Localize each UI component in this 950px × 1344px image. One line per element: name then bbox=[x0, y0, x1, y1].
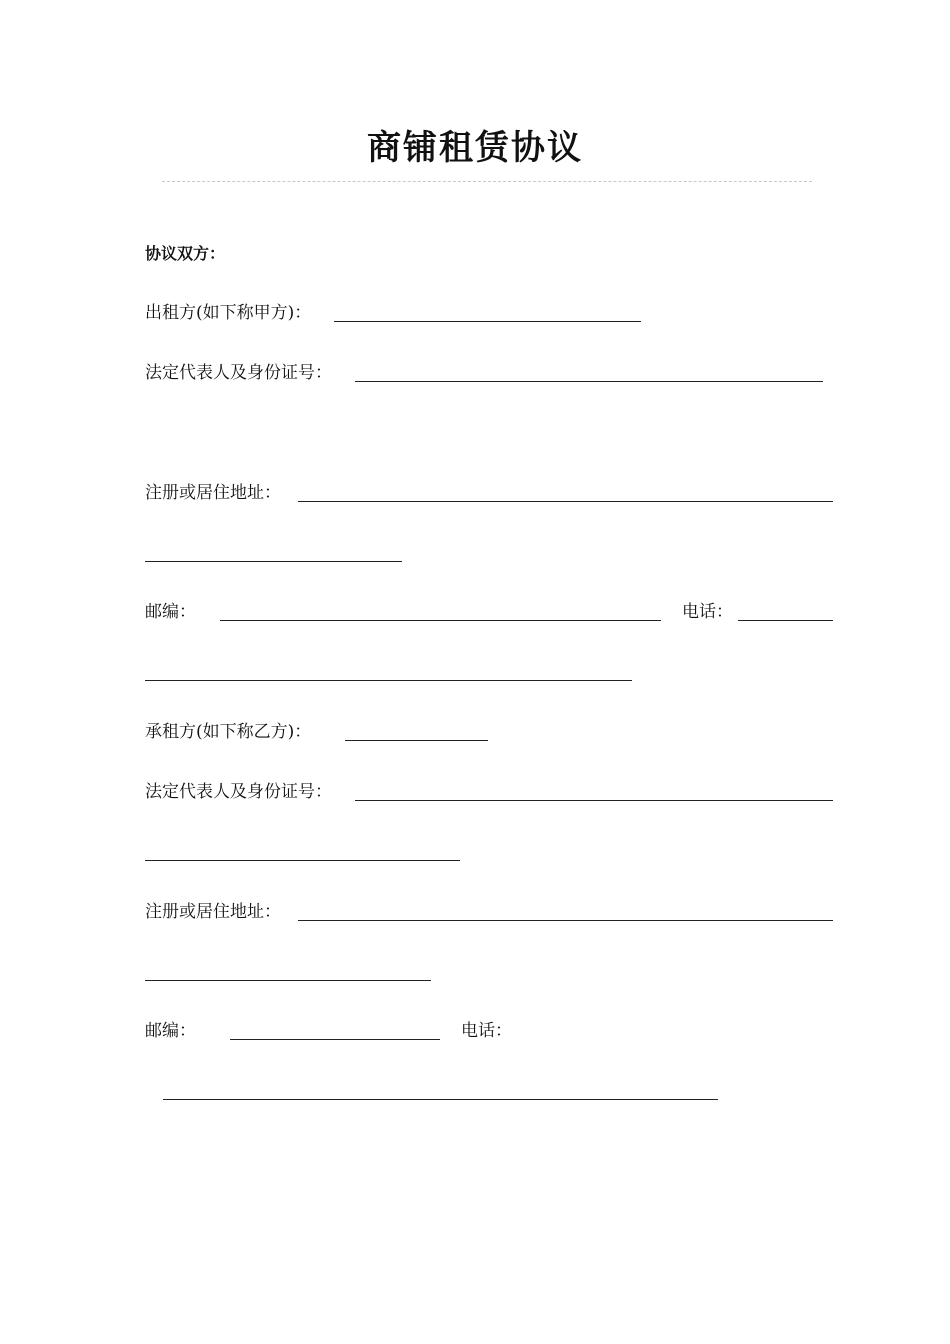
lessor-postcode-blank[interactable] bbox=[220, 620, 661, 621]
lessor-name-label: 出租方(如下称甲方)： bbox=[145, 303, 312, 323]
title-divider bbox=[162, 181, 812, 182]
lessor-address-label: 注册或居住地址： bbox=[145, 483, 281, 503]
lessee-rep-blank[interactable] bbox=[355, 800, 833, 801]
lessor-phone-blank[interactable] bbox=[738, 620, 833, 621]
lessor-phone-label: 电话： bbox=[682, 602, 733, 622]
lessee-phone-blank[interactable] bbox=[163, 1099, 718, 1100]
lessee-name-label: 承租方(如下称乙方)： bbox=[145, 722, 312, 742]
lessor-rep-blank[interactable] bbox=[355, 381, 823, 382]
lessee-address-blank[interactable] bbox=[298, 920, 833, 921]
lessor-address-blank[interactable] bbox=[298, 501, 833, 502]
lessor-phone-blank-continued[interactable] bbox=[145, 680, 632, 681]
document-title: 商铺租赁协议 bbox=[367, 128, 583, 168]
parties-heading: 协议双方： bbox=[145, 244, 226, 263]
lessor-postcode-label: 邮编： bbox=[145, 602, 196, 622]
lessee-rep-blank-continued[interactable] bbox=[145, 860, 460, 861]
lessee-phone-label: 电话： bbox=[461, 1021, 512, 1041]
lessee-rep-label: 法定代表人及身份证号： bbox=[145, 782, 332, 802]
lessee-name-blank[interactable] bbox=[345, 740, 488, 741]
lessor-address-blank-continued[interactable] bbox=[145, 561, 402, 562]
lessor-rep-label: 法定代表人及身份证号： bbox=[145, 363, 332, 383]
lessee-address-blank-continued[interactable] bbox=[145, 980, 431, 981]
lessee-postcode-blank[interactable] bbox=[230, 1039, 440, 1040]
lessee-address-label: 注册或居住地址： bbox=[145, 902, 281, 922]
lessor-name-blank[interactable] bbox=[334, 321, 641, 322]
lessee-postcode-label: 邮编： bbox=[145, 1021, 196, 1041]
